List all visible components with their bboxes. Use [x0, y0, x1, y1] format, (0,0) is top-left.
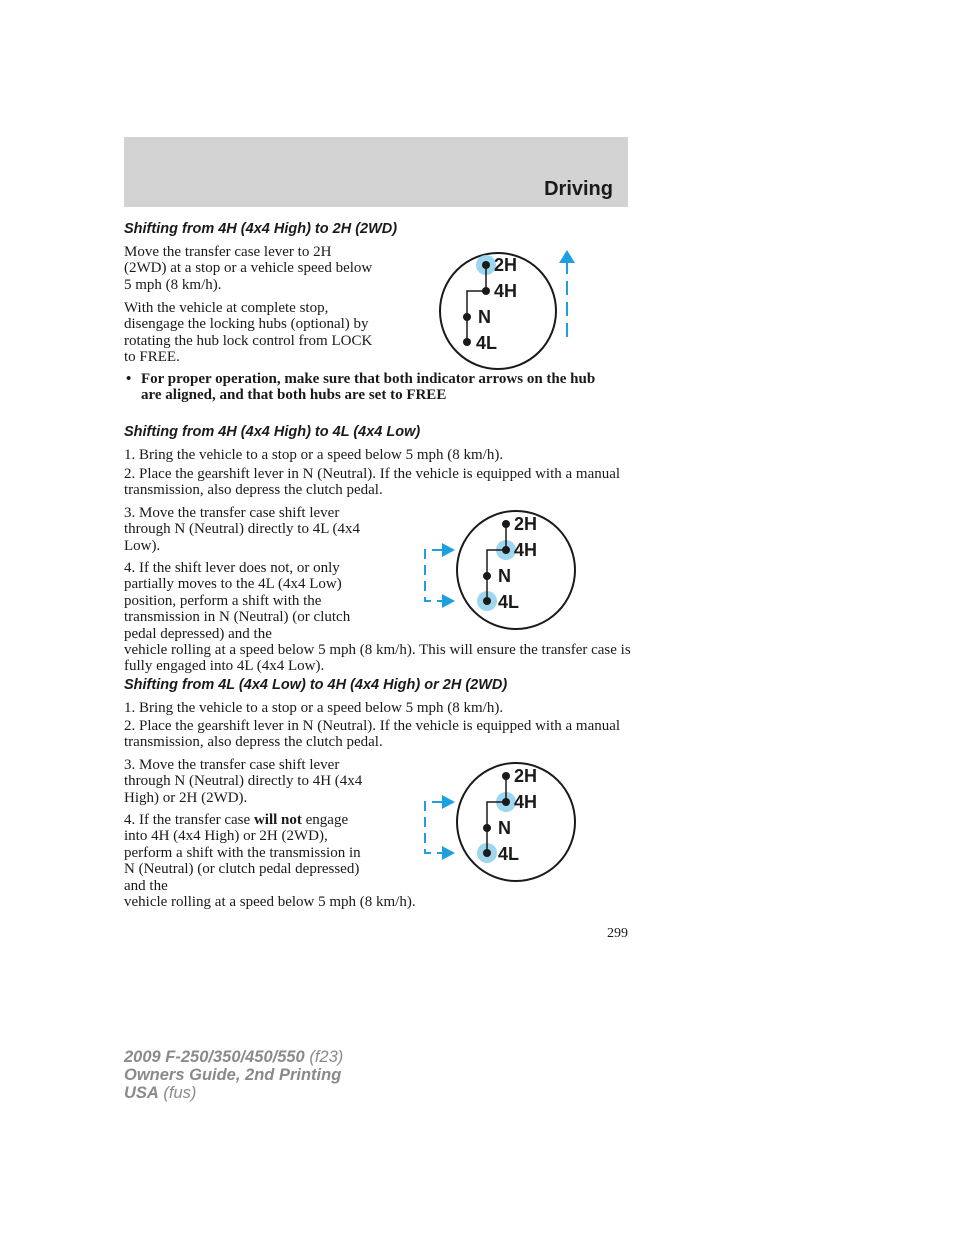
paragraph: With the vehicle at complete stop, disengage the locking hubs (optional) by rotating the hub lock control from LOCK to FREE.	[124, 300, 373, 366]
heading-4h-to-4l: Shifting from 4H (4x4 High) to 4L (4x4 Low)	[124, 424, 421, 440]
dot-4h	[502, 798, 510, 806]
dot-n	[483, 572, 491, 580]
arrow-right-icon	[442, 846, 455, 860]
dot-4h	[482, 287, 490, 295]
dot-4l	[483, 849, 491, 857]
label-4l: 4L	[498, 592, 520, 612]
footer-model: 2009 F-250/350/450/550	[124, 1048, 305, 1066]
footer-model-code: (f23)	[304, 1048, 344, 1066]
shift-diagram-4l-to-4h	[418, 758, 583, 888]
shift-gate-line	[487, 524, 506, 601]
shift-gate-line	[487, 776, 506, 853]
step-4-suffix: engage into 4H (4x4 High) or 2H (2WD), perform a shift with the transmission in N (Neutral) (or clutch pedal depressed) and the	[124, 812, 361, 894]
step-2: 2. Place the gearshift lever in N (Neutral). If the vehicle is equipped with a manual transmission, also depress the clutch pedal.	[124, 466, 621, 499]
section-title: Driving	[544, 178, 613, 200]
step-4	[124, 812, 374, 894]
step-4-prefix: 4. If the transfer case	[124, 812, 254, 828]
step-4: 4. If the shift lever does not, or only partially moves to the 4L (4x4 Low) position, perform a shift with the transmission in N (Neutral) (or clutch pedal depressed) and the	[124, 560, 351, 642]
footer-line-2: Owners Guide, 2nd Printing	[124, 1066, 342, 1084]
step-1: 1. Bring the vehicle to a stop or a speed below 5 mph (8 km/h).	[124, 700, 504, 716]
shift-diagram-4h-to-2h	[430, 245, 590, 375]
label-4l: 4L	[498, 844, 520, 864]
footer-market-code: (fus)	[158, 1084, 197, 1102]
shift-diagram-4h-to-4l	[418, 506, 583, 636]
label-n: N	[478, 307, 491, 327]
dot-n	[483, 824, 491, 832]
page-number: 299	[607, 926, 628, 941]
step-4-continuation: vehicle rolling at a speed below 5 mph (8 km/h).	[124, 894, 416, 910]
bullet-note	[124, 371, 604, 404]
step-4-emphasis: will not	[253, 812, 302, 828]
label-4h: 4H	[514, 540, 538, 560]
arrow-right-icon	[442, 594, 455, 608]
step-3: 3. Move the transfer case shift lever through N (Neutral) directly to 4H (4x4 High) or 2H (2WD).	[124, 757, 363, 806]
label-2h: 2H	[494, 255, 518, 275]
label-4h: 4H	[514, 792, 538, 812]
dot-2h	[482, 261, 490, 269]
label-n: N	[498, 566, 511, 586]
step-4-continuation: vehicle rolling at a speed below 5 mph (8 km/h). This will ensure the transfer case is fully engaged into 4L (4x4 Low).	[124, 642, 631, 675]
heading-4l-to-4h-2h: Shifting from 4L (4x4 Low) to 4H (4x4 High) or 2H (2WD)	[124, 677, 508, 693]
shift-gate-line	[467, 265, 486, 342]
footer-market: USA	[124, 1084, 159, 1102]
arrow-right-icon	[442, 795, 455, 809]
footer	[124, 1048, 343, 1102]
dashed-shift-path	[425, 802, 442, 853]
dot-2h	[502, 520, 510, 528]
dot-2h	[502, 772, 510, 780]
dot-4h	[502, 546, 510, 554]
arrow-right-icon	[442, 543, 455, 557]
heading-4h-to-2h: Shifting from 4H (4x4 High) to 2H (2WD)	[124, 221, 398, 237]
label-2h: 2H	[514, 514, 538, 534]
arrow-up-icon	[559, 250, 575, 263]
label-2h: 2H	[514, 766, 538, 786]
footer-line-3	[124, 1084, 343, 1102]
dashed-shift-path	[425, 550, 442, 601]
label-4l: 4L	[476, 333, 498, 353]
dot-4l	[483, 597, 491, 605]
step-2: 2. Place the gearshift lever in N (Neutral). If the vehicle is equipped with a manual transmission, also depress the clutch pedal.	[124, 718, 621, 751]
dot-4l	[463, 338, 471, 346]
label-n: N	[498, 818, 511, 838]
step-3: 3. Move the transfer case shift lever through N (Neutral) directly to 4L (4x4 Low).	[124, 505, 361, 554]
label-4h: 4H	[494, 281, 518, 301]
bullet-dot: •	[126, 371, 132, 387]
paragraph: Move the transfer case lever to 2H (2WD) at a stop or a vehicle speed below 5 mph (8 km/h).	[124, 244, 373, 293]
step-1: 1. Bring the vehicle to a stop or a speed below 5 mph (8 km/h).	[124, 447, 504, 463]
footer-line-1	[124, 1048, 343, 1066]
header-bar	[124, 137, 628, 207]
dot-n	[463, 313, 471, 321]
bullet-text: For proper operation, make sure that both indicator arrows on the hub are aligned, and that both hubs are set to FREE	[141, 371, 596, 404]
